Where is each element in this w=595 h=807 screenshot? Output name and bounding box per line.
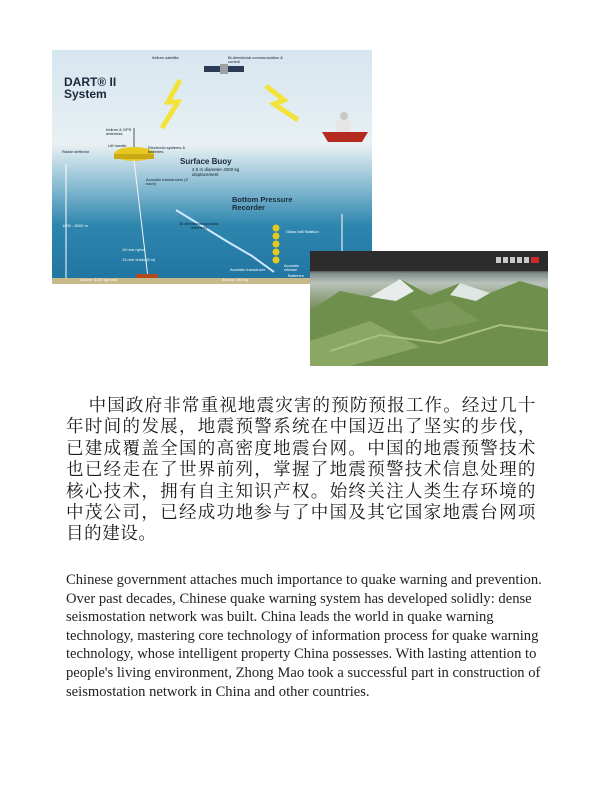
label-batteries: Batteries	[288, 273, 304, 278]
acoustic-telemetry-line	[176, 210, 274, 272]
label-bidirectional-acoustic: Bi-directional acoustic telemetry	[179, 221, 219, 231]
english-paragraph	[66, 571, 556, 701]
terrain-graphics	[310, 251, 548, 366]
chinese-paragraph	[66, 396, 536, 546]
label-bottom-pressure-recorder: Bottom Pressure Recorder	[232, 195, 293, 212]
satellite-icon	[204, 64, 244, 74]
label-radar-deflector: Radar deflector	[62, 149, 90, 154]
label-anchor-340: Anchor 340 kg	[222, 277, 248, 282]
label-glass-ball: Glass ball flotation	[286, 229, 319, 234]
glass-ball-floats	[273, 225, 280, 264]
label-chain-13mm: 13 mm chain (5 m)	[122, 257, 156, 262]
label-acoustic-release: Acoustic release	[284, 263, 300, 273]
label-iridium-satellite: Iridium satellite	[152, 55, 179, 60]
diagram-subtitle: System	[64, 87, 107, 101]
label-depth-range: 1000 - 6000 m	[62, 223, 88, 228]
english-paragraph-text: Chinese government attaches much importance to quake warning and prevention. Over past decades, Chinese quake warning system has developed solidly: dense seismostation network was built. China leads the world in quake warning technology, mastering core technology of information process for quake warning technology, whose intelligent property China possesses. With lasting attention to people's living environment, Zhong Mao took a successful part in construction of seismostation network in China and other countries.	[66, 572, 542, 700]
label-iridium-gps: Iridium & GPS antennas	[106, 127, 132, 137]
ship-icon	[322, 112, 368, 142]
label-electronic-systems: Electronic systems & batteries	[148, 145, 186, 155]
lightning-bolt-right	[266, 86, 298, 120]
label-acoustic-transducer: Acoustic transducer	[230, 267, 266, 272]
label-surface-buoy: Surface Buoy	[180, 157, 232, 166]
terrain-map-image	[310, 251, 548, 366]
label-anchor-weight: Anchor 3100 kg total	[80, 277, 117, 282]
label-acoustic-transducers: Acoustic transducers (2 each)	[146, 177, 188, 187]
chinese-paragraph-text: 中国政府非常重视地震灾害的预防预报工作。经过几十年时间的发展，地震预警系统在中国迈出了坚实的步伐，已建成覆盖全国的高密度地震台网。中国的地震预警技术也已经走在了世界前列，掌握了地震预警技术信息处理的核心技术，拥有自主知识产权。始终关注人类生存环境的中茂公司，已经成功地参与了中国及其它国家地震台网项目的建设。	[66, 396, 536, 545]
lightning-bolt-left	[162, 80, 180, 128]
label-buoy-specs: 2.5 m diameter 4000 kg displacement	[192, 167, 240, 177]
label-lift-handle: Lift handle	[108, 143, 127, 148]
diagram-title: DART® II	[64, 75, 117, 89]
label-bidirectional-comm: Bi-directional communication & control	[228, 55, 283, 65]
dart-system-diagram	[52, 50, 372, 284]
label-nylon-19mm: 19 mm nylon	[122, 247, 145, 252]
